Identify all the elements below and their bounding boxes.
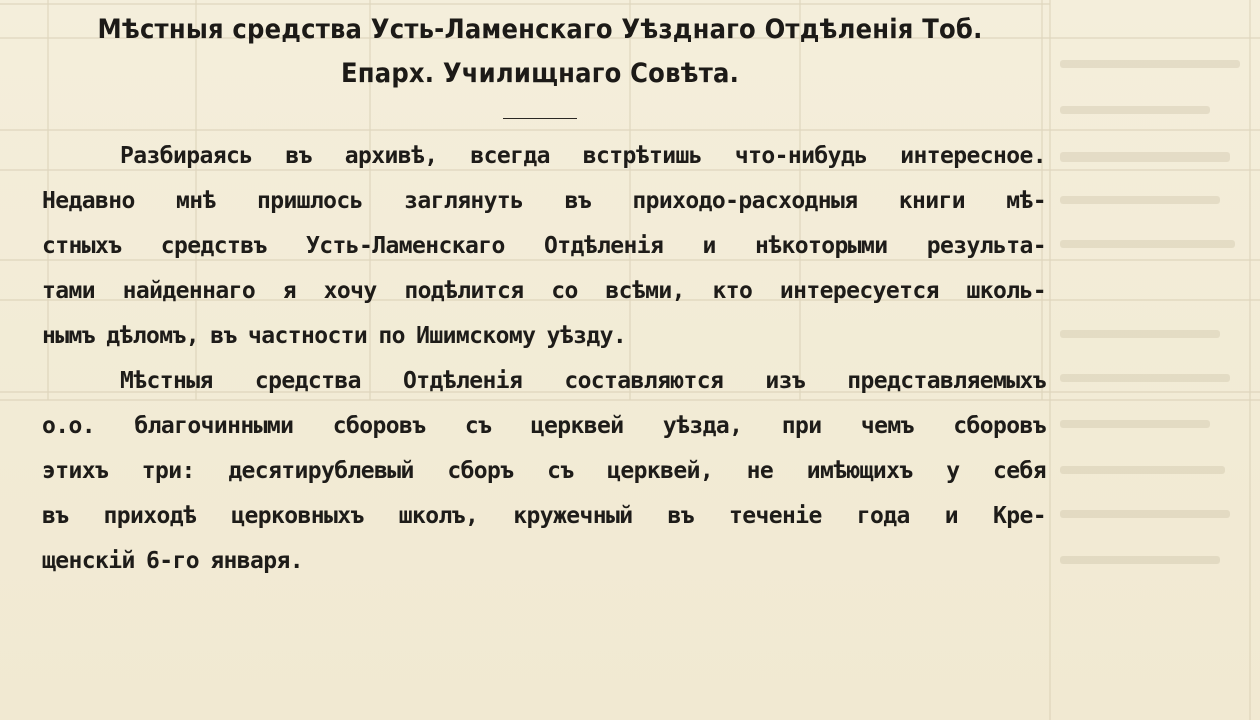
article-title [20,8,1060,96]
article-body [42,134,1046,584]
title-line-2: Епарх. Училищнаго Совѣта. [340,58,740,89]
text-line: стныхъ средствъ Усть-Ламенскаго Отдѣленія и нѣкоторыми результа- [42,233,1046,259]
text-line: Разбираясь въ архивѣ, всегда встрѣтишь что-нибудь интересное. [120,143,1046,169]
text-line: Мѣстныя средства Отдѣленія составляются изъ представляемыхъ [120,368,1046,394]
text-line: о.о. благочинными сборовъ съ церквей уѣзда, при чемъ сборовъ [42,413,1046,439]
text-line: этихъ три: десятирублевый сборъ съ церквей, не имѣющихъ у себя [42,458,1046,484]
paragraph-2 [42,359,1046,584]
title-line-1: Мѣстныя средства Усть-Ламенскаго Уѣзднаго Отдѣленія Тоб. [97,14,983,45]
paragraph-1 [42,134,1046,359]
text-line: въ приходѣ церковныхъ школъ, кружечный въ теченіе года и Кре- [42,503,1046,529]
title-divider [503,118,577,119]
text-line: щенскій 6-го января. [42,548,303,574]
text-line: Недавно мнѣ пришлось заглянуть въ приходо-расходныя книги мѣ- [42,188,1046,214]
text-line: тами найденнаго я хочу подѣлится со всѣми, кто интересуется школь- [42,278,1046,304]
text-line: нымъ дѣломъ, въ частности по Ишимскому уѣзду. [42,323,627,349]
